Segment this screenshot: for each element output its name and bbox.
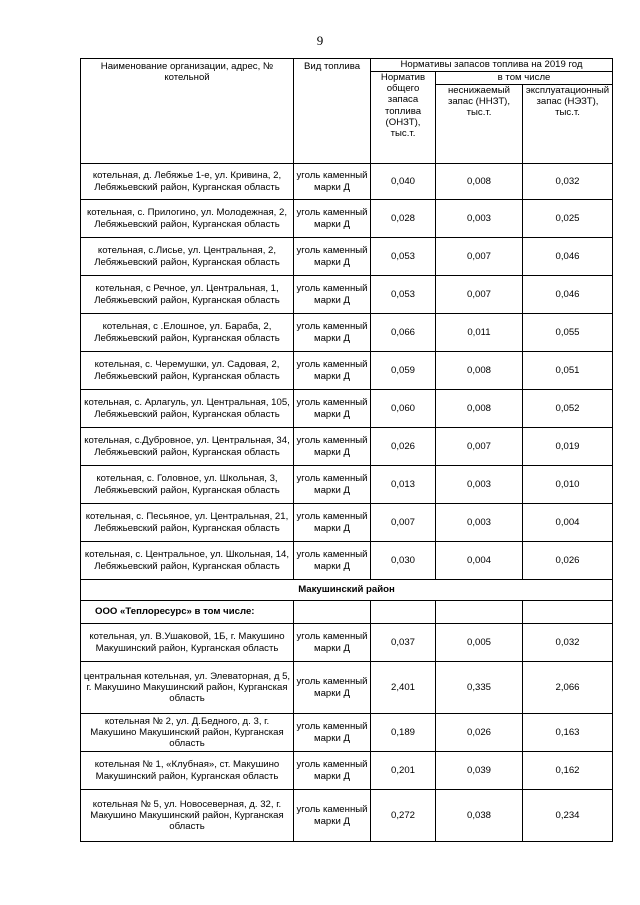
table-row (81, 390, 613, 428)
table-header (81, 59, 613, 164)
cell-name: котельная, с.Лисье, ул. Центральная, 2, Лебяжьевский район, Курганская область (81, 238, 294, 276)
section-title: Макушинский район (81, 580, 613, 601)
cell-name: котельная № 2, ул. Д.Бедного, д. 3, г. Макушино Макушинский район, Курганская область (81, 714, 294, 752)
cell-nnzt: 0,003 (436, 200, 523, 238)
cell-name: котельная, с Речное, ул. Центральная, 1, Лебяжьевский район, Курганская область (81, 276, 294, 314)
cell-name: котельная, с. Головное, ул. Школьная, 3, Лебяжьевский район, Курганская область (81, 466, 294, 504)
cell-name: котельная, с.Дубровное, ул. Центральная, 34, Лебяжьевский район, Курганская область (81, 428, 294, 466)
cell-total: 0,053 (371, 276, 436, 314)
cell-nnzt: 0,011 (436, 314, 523, 352)
cell-fuel: уголь каменный марки Д (294, 542, 371, 580)
header-norms: Нормативы запасов топлива на 2019 год (371, 59, 613, 72)
cell-nezt: 0,055 (523, 314, 613, 352)
table-row (81, 276, 613, 314)
table-row (81, 790, 613, 842)
cell-fuel: уголь каменный марки Д (294, 200, 371, 238)
rows-makushino (81, 624, 613, 842)
header-total: Норматив общего запаса топлива (ОНЗТ), тыс.т. (371, 72, 436, 164)
cell-fuel: уголь каменный марки Д (294, 276, 371, 314)
table-row (81, 466, 613, 504)
cell-fuel: уголь каменный марки Д (294, 624, 371, 662)
cell-fuel: уголь каменный марки Д (294, 466, 371, 504)
cell-nezt: 0,032 (523, 624, 613, 662)
cell-nezt: 0,026 (523, 542, 613, 580)
cell-nnzt: 0,007 (436, 238, 523, 276)
cell-name: котельная, с. Арлагуль, ул. Центральная, 105, Лебяжьевский район, Курганская область (81, 390, 294, 428)
cell-nezt: 0,004 (523, 504, 613, 542)
cell-nezt: 0,051 (523, 352, 613, 390)
cell-name: котельная, ул. В.Ушаковой, 1Б, г. Макушино Макушинский район, Курганская область (81, 624, 294, 662)
org-empty-cell (436, 601, 523, 624)
org-row (81, 601, 613, 624)
cell-nezt: 0,162 (523, 752, 613, 790)
cell-fuel: уголь каменный марки Д (294, 428, 371, 466)
cell-total: 2,401 (371, 662, 436, 714)
section-block (81, 580, 613, 624)
cell-nnzt: 0,039 (436, 752, 523, 790)
cell-total: 0,189 (371, 714, 436, 752)
cell-total: 0,053 (371, 238, 436, 276)
header-including: в том числе (436, 72, 613, 85)
cell-nezt: 0,032 (523, 164, 613, 200)
cell-nnzt: 0,005 (436, 624, 523, 662)
cell-nnzt: 0,004 (436, 542, 523, 580)
cell-total: 0,028 (371, 200, 436, 238)
cell-nnzt: 0,003 (436, 504, 523, 542)
cell-total: 0,059 (371, 352, 436, 390)
cell-name: котельная № 1, «Клубная», ст. Макушино Макушинский район, Курганская область (81, 752, 294, 790)
cell-name: центральная котельная, ул. Элеваторная, д 5, г. Макушино Макушинский район, Курганская область (81, 662, 294, 714)
cell-nezt: 0,019 (523, 428, 613, 466)
header-nezt: эксплуатационный запас (НЭЗТ), тыс.т. (523, 85, 613, 164)
cell-fuel: уголь каменный марки Д (294, 790, 371, 842)
page-number: 9 (316, 33, 324, 48)
cell-name: котельная, д. Лебяжье 1-е, ул. Кривина, 2, Лебяжьевский район, Курганская область (81, 164, 294, 200)
table-row (81, 662, 613, 714)
section-row (81, 580, 613, 601)
org-empty-cell (523, 601, 613, 624)
cell-total: 0,201 (371, 752, 436, 790)
cell-total: 0,013 (371, 466, 436, 504)
org-empty-cell (371, 601, 436, 624)
cell-nezt: 0,010 (523, 466, 613, 504)
table-row (81, 752, 613, 790)
cell-nezt: 0,163 (523, 714, 613, 752)
cell-name: котельная № 5, ул. Новосеверная, д. 32, г. Макушино Макушинский район, Курганская область (81, 790, 294, 842)
cell-nnzt: 0,038 (436, 790, 523, 842)
cell-nnzt: 0,008 (436, 352, 523, 390)
cell-nezt: 2,066 (523, 662, 613, 714)
cell-nezt: 0,052 (523, 390, 613, 428)
table-row (81, 238, 613, 276)
rows-lebyazhye (81, 164, 613, 580)
cell-fuel: уголь каменный марки Д (294, 504, 371, 542)
cell-nnzt: 0,008 (436, 390, 523, 428)
cell-nezt: 0,046 (523, 238, 613, 276)
table-row (81, 352, 613, 390)
table-row (81, 714, 613, 752)
cell-fuel: уголь каменный марки Д (294, 352, 371, 390)
cell-nnzt: 0,335 (436, 662, 523, 714)
cell-fuel: уголь каменный марки Д (294, 390, 371, 428)
cell-name: котельная, с. Прилогино, ул. Молодежная, 2, Лебяжьевский район, Курганская область (81, 200, 294, 238)
cell-nnzt: 0,007 (436, 276, 523, 314)
org-title: ООО «Теплоресурс» в том числе: (81, 601, 294, 624)
header-name: Наименование организации, адрес, № котельной (81, 59, 294, 164)
table-row (81, 164, 613, 200)
cell-name: котельная, с. Центральное, ул. Школьная, 14, Лебяжьевский район, Курганская область (81, 542, 294, 580)
table-row (81, 428, 613, 466)
cell-name: котельная, с. Песьяное, ул. Центральная, 21, Лебяжьевский район, Курганская область (81, 504, 294, 542)
cell-total: 0,007 (371, 504, 436, 542)
cell-total: 0,040 (371, 164, 436, 200)
cell-fuel: уголь каменный марки Д (294, 714, 371, 752)
header-nnzt: неснижаемый запас (ННЗТ), тыс.т. (436, 85, 523, 164)
table-row (81, 200, 613, 238)
table-row (81, 504, 613, 542)
cell-total: 0,037 (371, 624, 436, 662)
cell-nezt: 0,025 (523, 200, 613, 238)
cell-total: 0,030 (371, 542, 436, 580)
table-row (81, 542, 613, 580)
cell-nnzt: 0,007 (436, 428, 523, 466)
cell-nnzt: 0,003 (436, 466, 523, 504)
cell-total: 0,066 (371, 314, 436, 352)
table-row (81, 624, 613, 662)
cell-nnzt: 0,008 (436, 164, 523, 200)
cell-name: котельная, с .Елошное, ул. Бараба, 2, Лебяжьевский район, Курганская область (81, 314, 294, 352)
cell-fuel: уголь каменный марки Д (294, 238, 371, 276)
cell-nezt: 0,046 (523, 276, 613, 314)
cell-fuel: уголь каменный марки Д (294, 314, 371, 352)
header-fuel: Вид топлива (294, 59, 371, 164)
cell-fuel: уголь каменный марки Д (294, 662, 371, 714)
cell-total: 0,272 (371, 790, 436, 842)
cell-name: котельная, с. Черемушки, ул. Садовая, 2, Лебяжьевский район, Курганская область (81, 352, 294, 390)
cell-fuel: уголь каменный марки Д (294, 752, 371, 790)
org-empty-cell (294, 601, 371, 624)
cell-nnzt: 0,026 (436, 714, 523, 752)
cell-fuel: уголь каменный марки Д (294, 164, 371, 200)
cell-nezt: 0,234 (523, 790, 613, 842)
table-row (81, 314, 613, 352)
fuel-reserves-table (80, 58, 613, 842)
cell-total: 0,026 (371, 428, 436, 466)
cell-total: 0,060 (371, 390, 436, 428)
